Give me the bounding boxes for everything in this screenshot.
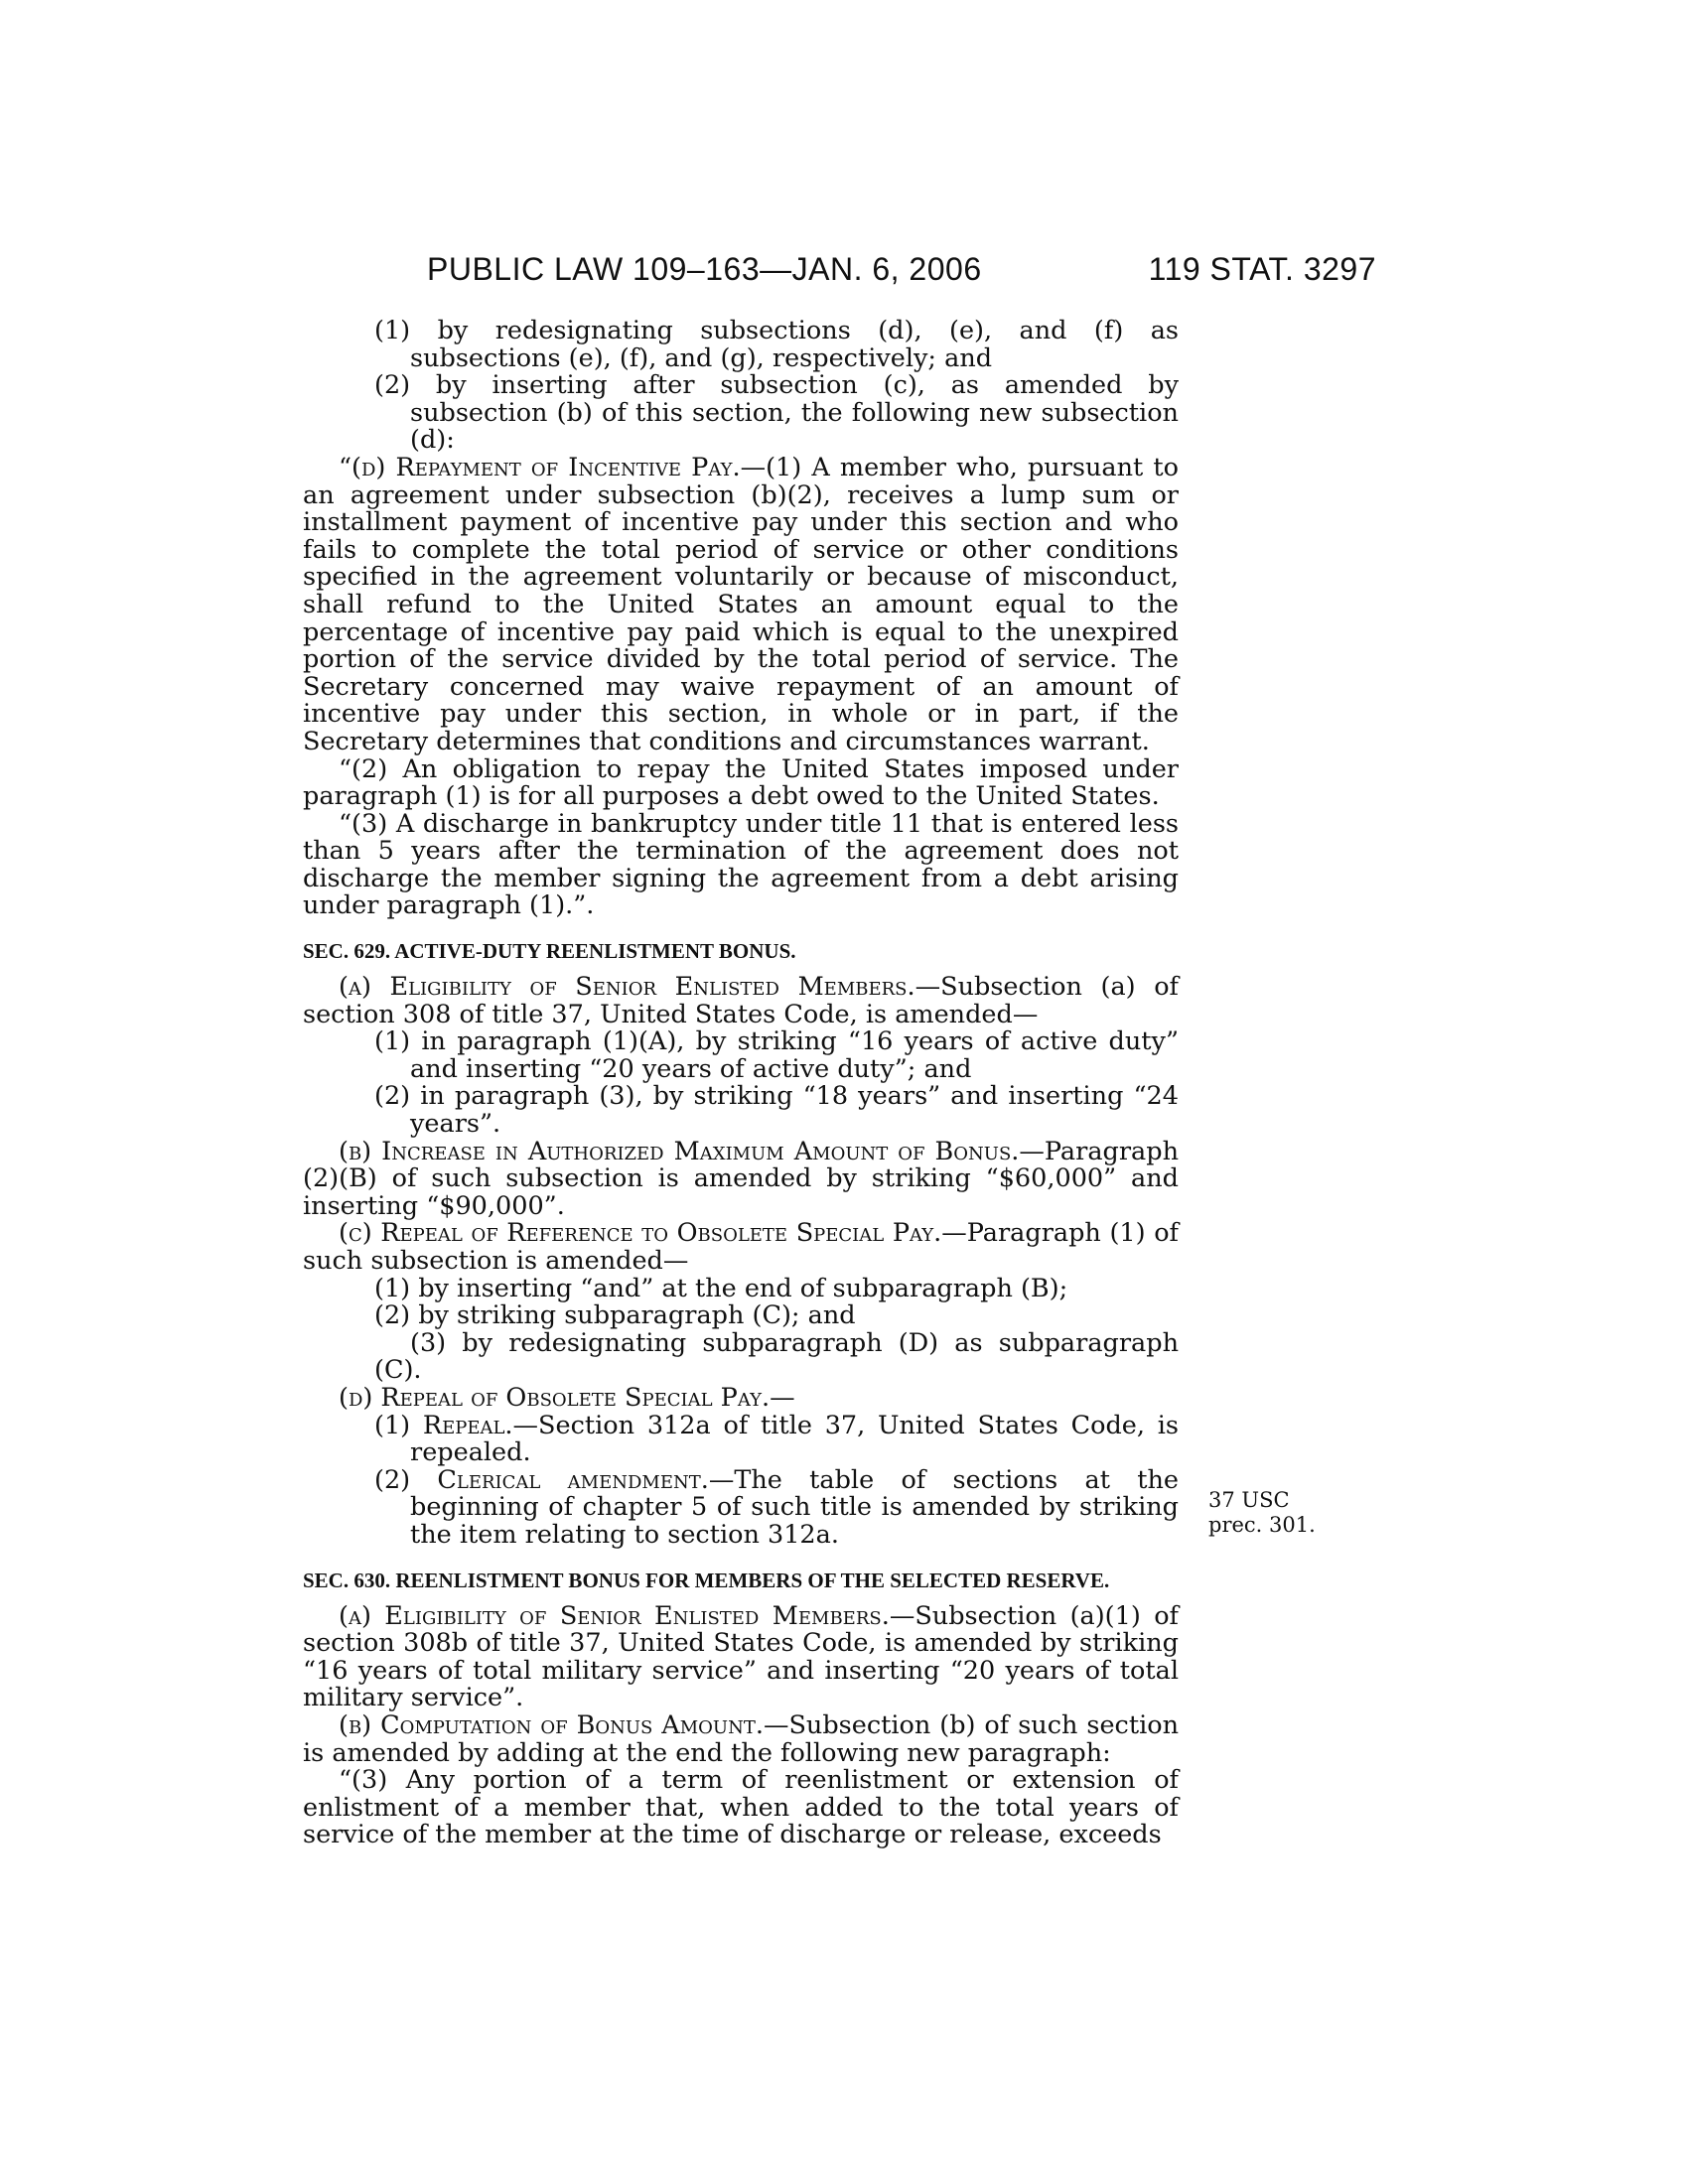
sec629-c-2: (2) by striking subparagraph (C); and — [374, 1300, 856, 1331]
paragraph-2: (2) by inserting after subsection (c), as amended by subsection (b) of this section, the following new subsection (d): — [374, 370, 1179, 456]
sec629-d-2-heading: (2) Clerical amendment. — [374, 1464, 709, 1495]
sec629-d-1 — [303, 1410, 1180, 1468]
paragraph-3-bankruptcy: “(3) A discharge in bankruptcy under title 11 that is entered less than 5 years after the termination of the agreement does not discharge the member signing the agreement from a debt arising under paragraph (1).”. — [303, 808, 1179, 921]
sec629-b-heading: (b) Increase in Authorized Maximum Amount of Bonus. — [339, 1136, 1020, 1166]
sec629-a-1: (1) in paragraph (1)(A), by striking “16 years of active duty” and inserting “20 years of active duty”; and — [374, 1026, 1179, 1084]
sec629-d-text: — — [770, 1382, 795, 1413]
sec629-a — [303, 974, 1179, 1028]
sec629-d — [303, 1382, 1179, 1413]
sec629-c-text: —Paragraph (1) of such subsection is amended— — [303, 1218, 1179, 1276]
sec629-a-2: (2) in paragraph (3), by striking “18 years” and inserting “24 years”. — [374, 1081, 1179, 1140]
sec629-d-1-text: —Section 312a of title 37, United States Code, is repealed. — [410, 1410, 1180, 1468]
sec630-b — [303, 1709, 1180, 1768]
subsection-d-text: —(1) A member who, pursuant to an agreement under subsection (b)(2), receives a lump sum or installment payment of incentive pay under this section and who fails to complete the total period of service or other conditions specified in the agreement voluntarily or because of misconduct, shall refund to the United States an amount equal to the percentage of incentive pay paid which is equal to the unexpired portion of the service divided by the total period of service. The Secretary concerned may waive repayment of an amount of incentive pay under this section, in whole or in part, if the Secretary determines that conditions and circumstances warrant. — [303, 452, 1179, 756]
paragraph-2-obligation: “(2) An obligation to repay the United States imposed under paragraph (1) is for all purposes a debt owed to the United States. — [303, 753, 1179, 812]
paragraph-1: (1) by redesignating subsections (d), (e), and (f) as subsections (e), (f), and (g), respectively; and — [374, 316, 1179, 373]
subsection-d-repayment — [303, 452, 1179, 756]
sec629-c — [303, 1220, 1179, 1275]
subsection-d-heading: “(d) Repayment of Incentive Pay. — [339, 452, 741, 482]
sec629-d-2 — [303, 1464, 1180, 1550]
sec630-a-heading: (a) Eligibility of Senior Enlisted Members. — [339, 1600, 890, 1631]
margin-note-citation: 37 USC prec. 301. — [1208, 1488, 1316, 1537]
page-body — [303, 318, 1179, 1849]
sec630-b-heading: (b) Computation of Bonus Amount. — [339, 1709, 764, 1740]
sec629-c-3: (3) by redesignating subparagraph (D) as subparagraph (C). — [374, 1327, 1179, 1386]
sec629-c-1: (1) by inserting “and” at the end of subparagraph (B); — [374, 1273, 1068, 1303]
sec630-b-text: —Subsection (b) of such section is amended by adding at the end the following new paragraph: — [303, 1709, 1180, 1768]
sec629-c-heading: (c) Repeal of Reference to Obsolete Special Pay. — [339, 1218, 942, 1249]
sec629-a-text: —Subsection (a) of section 308 of title 37, United States Code, is amended— — [303, 972, 1179, 1029]
sec629-b-text: —Paragraph (2)(B) of such subsection is amended by striking “$60,000” and inserting “$90,000”. — [303, 1136, 1179, 1221]
section-630-heading: SEC. 630. REENLISTMENT BONUS FOR MEMBERS OF THE SELECTED RESERVE. — [303, 1568, 1110, 1592]
section-629-heading: SEC. 629. ACTIVE-DUTY REENLISTMENT BONUS. — [303, 939, 796, 964]
sec629-a-heading: (a) Eligibility of Senior Enlisted Members. — [339, 972, 915, 1003]
running-header-stat: 119 STAT. 3297 — [1148, 251, 1376, 287]
sec629-d-2-text: —The table of sections at the beginning of chapter 5 of such title is amended by striking the item relating to section 312a. — [410, 1464, 1180, 1550]
sec630-b-paragraph-3: “(3) Any portion of a term of reenlistment or extension of enlistment of a member that, when added to the total years of service of the member at the time of discharge or release, exceeds — [303, 1765, 1179, 1850]
sec630-a — [303, 1600, 1179, 1713]
sec630-a-text: —Subsection (a)(1) of section 308b of title 37, United States Code, is amended by striking “16 years of total military service” and inserting “20 years of total military service”. — [303, 1600, 1179, 1713]
sec629-b — [303, 1136, 1179, 1221]
sec629-d-1-heading: (1) Repeal. — [374, 1410, 513, 1440]
running-header-title: PUBLIC LAW 109–163—JAN. 6, 2006 — [427, 251, 982, 287]
sec629-d-heading: (d) Repeal of Obsolete Special Pay. — [339, 1382, 771, 1413]
